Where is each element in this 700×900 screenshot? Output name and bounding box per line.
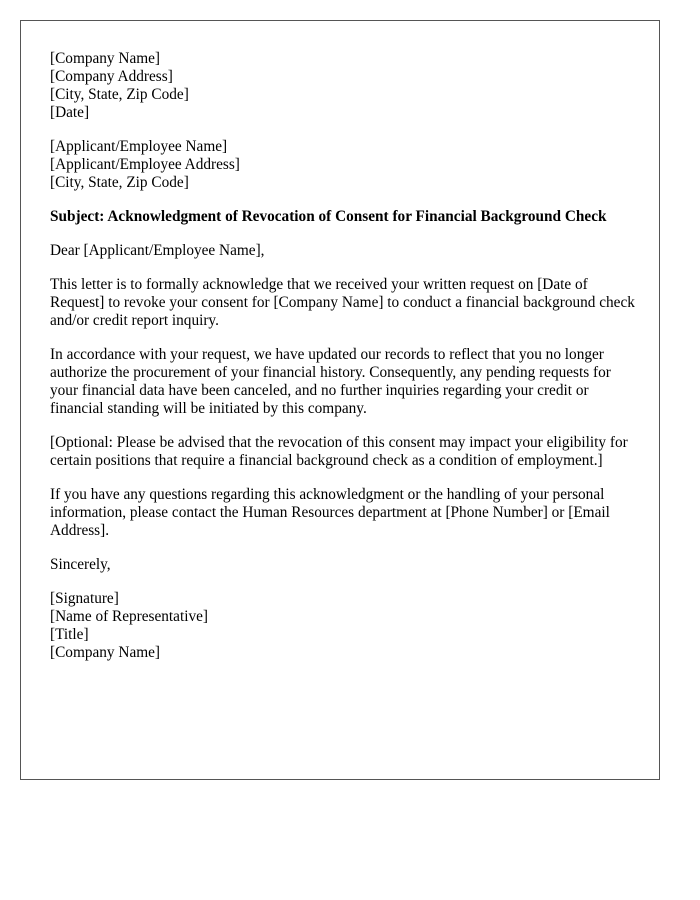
sender-address-block <box>50 50 640 122</box>
letter-body <box>50 50 640 678</box>
sender-company-address: [Company Address] <box>50 68 173 85</box>
body-paragraph-3: [Optional: Please be advised that the revocation of this consent may impact your eligibility for certain positions that require a financial background check as a condition of employment.] <box>50 434 628 469</box>
body-paragraph-2: In accordance with your request, we have updated our records to reflect that you no longer authorize the procurement of your financial history. Consequently, any pending requests for your financial data have been canceled, and no further inquiries regarding your credit or financial standing will be initiated by this company. <box>50 346 611 417</box>
letter-date: [Date] <box>50 104 90 121</box>
sender-company-name: [Company Name] <box>50 50 161 67</box>
closing: Sincerely, <box>50 556 111 573</box>
salutation: Dear [Applicant/Employee Name], <box>50 242 265 259</box>
signature-block <box>50 590 640 662</box>
sender-city-state-zip: [City, State, Zip Code] <box>50 86 189 103</box>
body-paragraph-4: If you have any questions regarding this acknowledgment or the handling of your personal information, please contact the Human Resources department at [Phone Number] or [Email Address]. <box>50 486 610 539</box>
signature: [Signature] <box>50 590 119 607</box>
recipient-name: [Applicant/Employee Name] <box>50 138 228 155</box>
recipient-city-state-zip: [City, State, Zip Code] <box>50 174 189 191</box>
recipient-address: [Applicant/Employee Address] <box>50 156 240 173</box>
body-paragraph-1: This letter is to formally acknowledge that we received your written request on [Date of Request] to revoke your consent for [Company Name] to conduct a financial background check and/or credit report inquiry. <box>50 276 635 329</box>
subject-line: Subject: Acknowledgment of Revocation of Consent for Financial Background Check <box>50 208 607 225</box>
representative-name: [Name of Representative] <box>50 608 208 625</box>
representative-title: [Title] <box>50 626 89 643</box>
letter-page <box>20 20 660 780</box>
recipient-address-block <box>50 138 640 192</box>
signature-company-name: [Company Name] <box>50 644 161 661</box>
